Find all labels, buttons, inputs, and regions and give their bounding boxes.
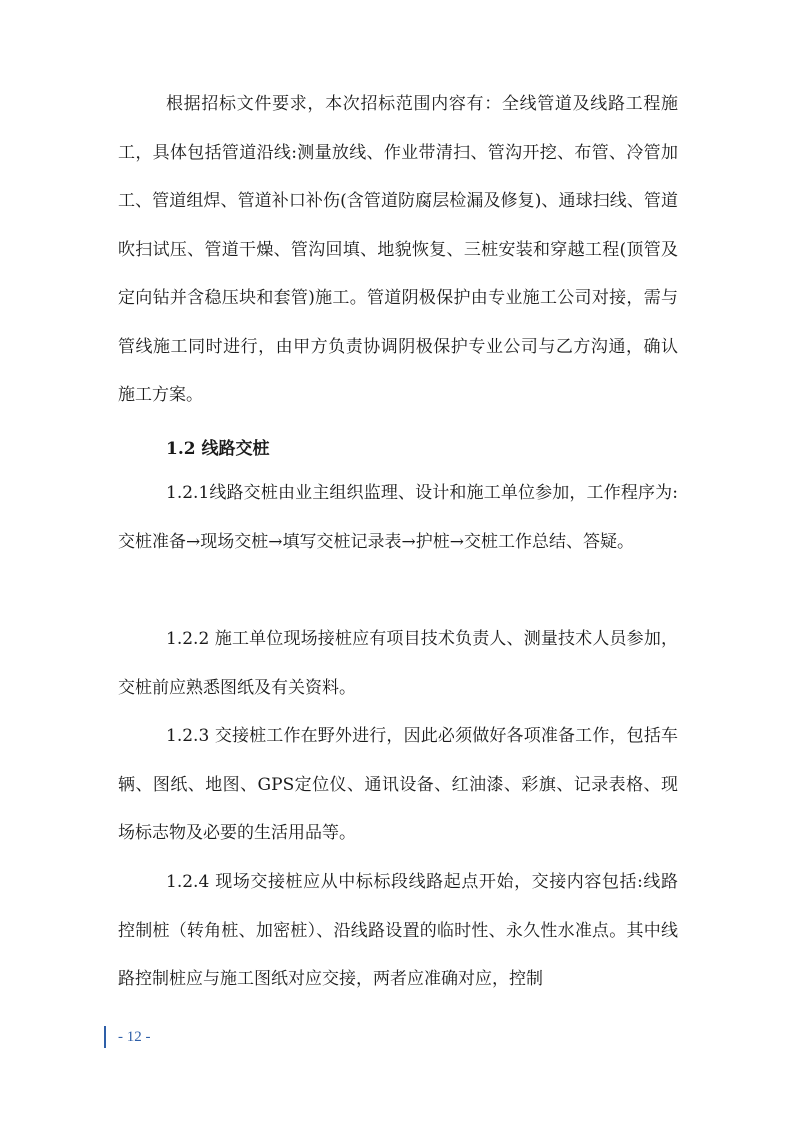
page-number: - 12 - xyxy=(118,1028,151,1045)
paragraph-1-2-1: 1.2.1线路交桩由业主组织监理、设计和施工单位参加，工作程序为:交桩准备→现场交桩→填写交桩记录表→护桩→交桩工作总结、答疑。 xyxy=(118,483,678,552)
footer-accent-bar xyxy=(104,1026,106,1048)
paragraph-scope: 根据招标文件要求，本次招标范围内容有：全线管道及线路工程施工，具体包括管道沿线:测量放线、作业带清扫、管沟开挖、布管、冷管加工、管道组焊、管道补口补伤(含管道防腐层检漏及修复)、通球扫线、管道吹扫试压、管道干燥、管沟回填、地貌恢复、三桩安装和穿越工程(顶管及定向钻并含稳压块和套管)施工。管道阴极保护由专业施工公司对接，需与管线施工同时进行，由甲方负责协调阴极保护专业公司与乙方沟通，确认施工方案。 xyxy=(118,94,678,405)
paragraph-1-2-2: 1.2.2 施工单位现场接桩应有项目技术负责人、测量技术人员参加，交桩前应熟悉图纸及有关资料。 xyxy=(118,629,678,698)
section-heading: 1.2 线路交桩 xyxy=(166,439,270,459)
paragraph-1-2-3: 1.2.3 交接桩工作在野外进行，因此必须做好各项准备工作，包括车辆、图纸、地图、GPS定位仪、通讯设备、红油漆、彩旗、记录表格、现场标志物及必要的生活用品等。 xyxy=(118,726,678,843)
page-footer xyxy=(104,1026,151,1048)
paragraph-1-2-4: 1.2.4 现场交接桩应从中标标段线路起点开始，交接内容包括:线路控制桩（转角桩、加密桩）、沿线路设置的临时性、永久性水准点。其中线路控制桩应与施工图纸对应交接，两者应准确对应，控制 xyxy=(118,872,678,989)
